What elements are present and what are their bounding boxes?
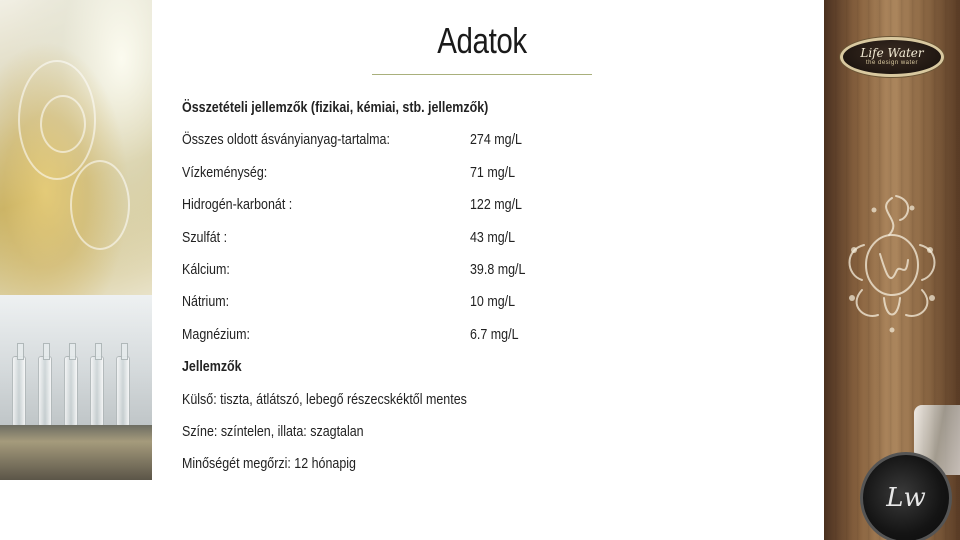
measurement-value: 39.8 mg/L	[470, 261, 526, 278]
measurement-value: 10 mg/L	[470, 294, 516, 311]
bottle-production-line-image	[0, 295, 152, 480]
left-photo-column	[0, 0, 152, 480]
production-counter	[0, 425, 152, 480]
characteristic-line: Színe: színtelen, illata: szagtalan	[182, 423, 364, 440]
bottle-cap-logo: Lw	[860, 452, 952, 540]
title-divider	[372, 74, 592, 75]
measurement-row	[182, 324, 802, 356]
page-title: Adatok	[437, 20, 527, 61]
engraved-bottle-closeup-image	[0, 0, 152, 295]
characteristics-heading: Jellemzők	[182, 359, 242, 376]
section-heading: Összetételi jellemzők (fizikai, kémiai, stb. jellemzők)	[182, 100, 489, 116]
measurement-value: 71 mg/L	[470, 164, 516, 181]
measurement-value: 43 mg/L	[470, 229, 516, 246]
measurement-label: Hidrogén-karbonát :	[182, 197, 293, 214]
measurement-row	[182, 194, 802, 226]
right-wood-panel	[824, 0, 960, 540]
characteristic-line: Minőségét megőrzi: 12 hónapig	[182, 456, 357, 473]
measurement-row	[182, 259, 802, 291]
measurement-value: 6.7 mg/L	[470, 326, 519, 343]
vine-monogram-emblem	[834, 190, 950, 340]
measurement-row	[182, 227, 802, 259]
measurement-value: 274 mg/L	[470, 132, 523, 149]
measurement-row	[182, 129, 802, 161]
measurement-label: Nátrium:	[182, 294, 230, 311]
measurement-label: Összes oldott ásványianyag-tartalma:	[182, 132, 390, 149]
data-sheet	[182, 97, 802, 486]
measurement-label: Kálcium:	[182, 261, 230, 278]
characteristic-line: Külső: tiszta, átlátszó, lebegő részecskéktől mentes	[182, 391, 467, 408]
measurement-row	[182, 291, 802, 323]
brand-logo: Life Water the design water	[840, 37, 944, 77]
measurement-row	[182, 162, 802, 194]
measurement-label: Szulfát :	[182, 229, 228, 246]
measurement-label: Vízkeménység:	[182, 164, 268, 181]
measurement-value: 122 mg/L	[470, 197, 523, 214]
measurement-label: Magnézium:	[182, 326, 250, 343]
